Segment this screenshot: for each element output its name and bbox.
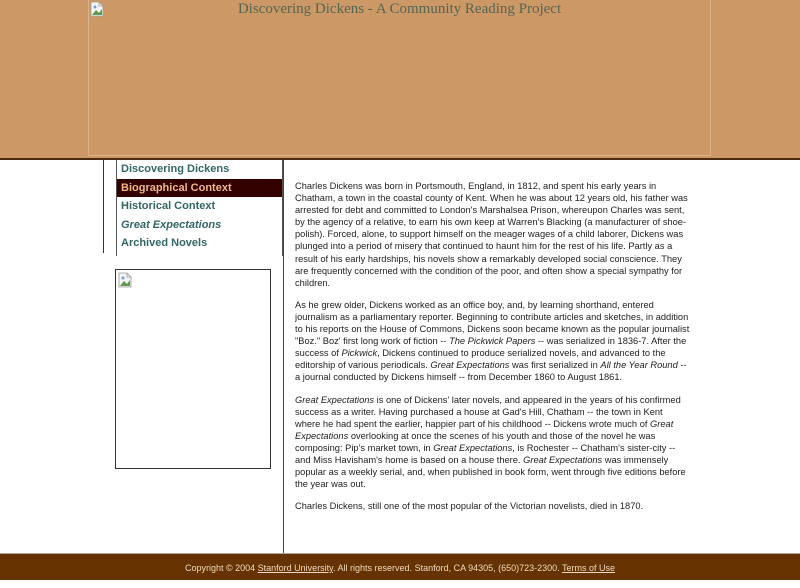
paragraph-great-expectations: Great Expectations is one of Dickens' later novels, and appeared in the years of his confirmed success as a writer. Having purchased a house at Gad's Hill, Chatham -- the town in Kent where he had spent the earlier, happier part of his childhood -- Dickens wrote much of Great Expectations overlooking at once the scenes of his youth and those of the novel he was composing: Pip's market town, in Great Expectations, is Rochester -- Chatham's sister-city -- and Miss Havisham's home is based on a house there. Great Expectations was immensely popular as a weekly serial, and, when published in book form, went through five editions before the year was out. bbox=[295, 394, 686, 490]
nav-item-great-expectations[interactable]: Great Expectations bbox=[121, 218, 222, 231]
nav-item-biographical-context[interactable]: Biographical Context bbox=[117, 179, 282, 198]
main-content bbox=[295, 180, 690, 522]
sidebar-nav bbox=[116, 160, 283, 256]
copyright-text: Copyright © 2004 bbox=[184, 563, 258, 573]
title-great-expectations: Great Expectations bbox=[430, 360, 510, 371]
header bbox=[0, 0, 800, 160]
nav-item-discovering-dickens[interactable]: Discovering Dickens bbox=[121, 163, 230, 175]
paragraph-death: Charles Dickens, still one of the most popular of the Victorian novelists, died in 1870. bbox=[295, 501, 644, 512]
title-great-expectations: Great Expectations bbox=[295, 418, 674, 441]
terms-of-use-link[interactable]: Terms of Use bbox=[562, 563, 616, 573]
paragraph-journalism: As he grew older, Dickens worked as an office boy, and, by learning shorthand, entered journalism as a parliamentary reporter. Beginning to contribute articles and sketches, in addition to his reports on the House of Commons, Dickens soon became known as the popular journalist "Boz." Boz' first long work of fiction -- The Pickwick Papers -- was serialized in 1836-7. After the success of Pickwick, Dickens continued to produce serialized novels, and advanced to the editorship of various periodicals. Great Expectations was first serialized in All the Year Round -- a journal conducted by Dickens himself -- from December 1860 to August 1861. bbox=[295, 299, 690, 383]
address-text: . All rights reserved. Stanford, CA 94305, (650)723-2300. bbox=[333, 563, 563, 573]
title-great-expectations: Great Expectations bbox=[295, 394, 375, 405]
sidebar-image bbox=[115, 269, 271, 469]
broken-image-icon bbox=[118, 272, 132, 288]
column-divider bbox=[283, 160, 284, 553]
nav-bottom-spacer bbox=[117, 253, 282, 256]
title-great-expectations: Great Expectations bbox=[523, 454, 603, 465]
nav-item-historical-context[interactable]: Historical Context bbox=[121, 200, 216, 213]
banner-image bbox=[88, 0, 711, 156]
nav-item-archived-novels[interactable]: Archived Novels bbox=[121, 237, 208, 250]
title-great-expectations: Great Expectations bbox=[433, 442, 513, 453]
paragraph-birth: Charles Dickens was born in Portsmouth, England, in 1812, and spent his early years in Chatham, a town in the coastal county of Kent. When he was about 12 years old, his father was arrested for debt and committed to London's Marshalsea Prison, whereupon Charles was sent, by the agency of a relative, to earn his own keep at Warren's Blacking (a manufacturer of shoe-polish). Forced, alone, to support himself on the meager wages of a child laborer, Dickens was plunged into a period of misery that continued to haunt him for the rest of his life. Partly as a result of his early hardships, his novels show a remarkably developed social conscience. They are frequently concerned with the condition of the poor, and often show a special sympathy for children. bbox=[295, 181, 688, 288]
title-all-the-year-round: All the Year Round bbox=[600, 360, 678, 371]
stanford-university-link[interactable]: Stanford University bbox=[257, 563, 334, 573]
title-pickwick: Pickwick bbox=[341, 348, 378, 359]
site-title: Discovering Dickens - A Community Reading Project bbox=[237, 1, 562, 17]
left-rule bbox=[103, 160, 104, 253]
footer bbox=[0, 553, 800, 580]
title-pickwick-papers: The Pickwick Papers bbox=[449, 336, 536, 347]
